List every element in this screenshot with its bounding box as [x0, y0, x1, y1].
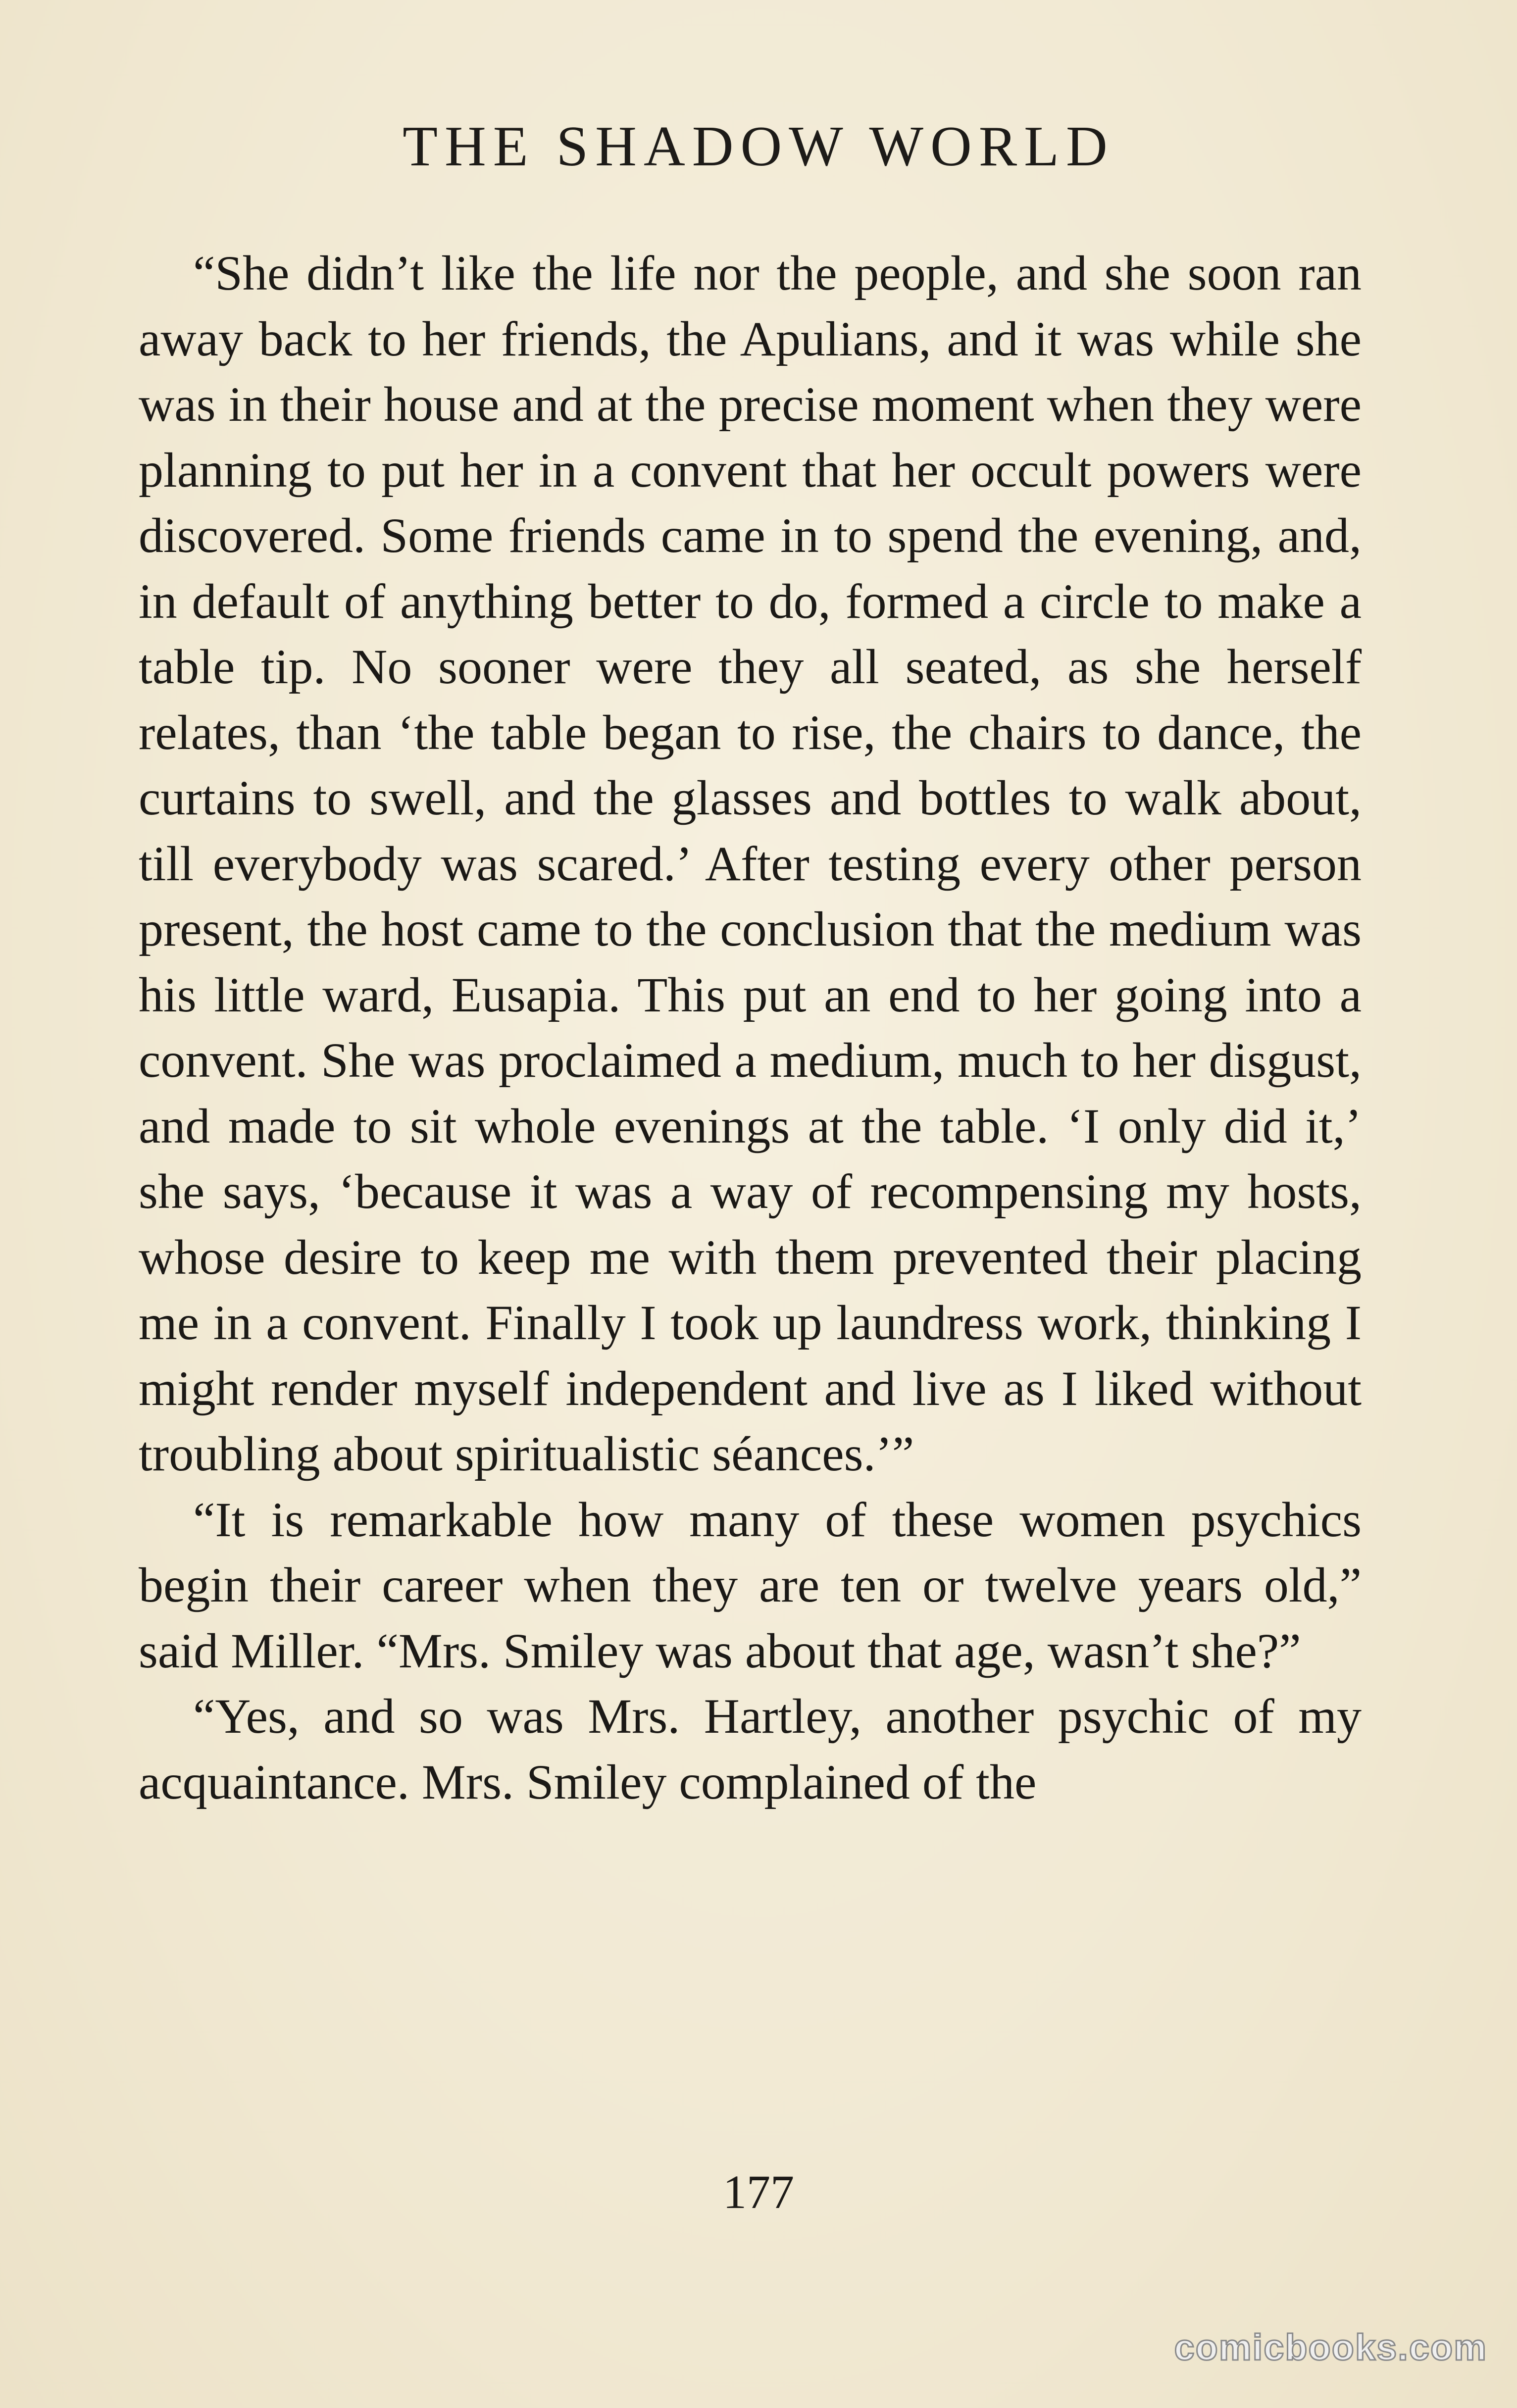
watermark: comicbooks.com: [1174, 2327, 1487, 2368]
page-number: 177: [723, 2165, 794, 2218]
paragraph-2: “It is remarkable how many of these women psychics begin their career when they are ten or twelve years old,” said Miller. “Mrs. Smiley was about that age, wasn’t she?”: [139, 1492, 1362, 1678]
page-body: [139, 241, 1362, 1815]
paragraph-1: “She didn’t like the life nor the people, and she soon ran away back to her friends, the Apulians, and it was while she was in their house and at the precise moment when they were planning to put her in a convent that her occult powers were discovered. Some friends came in to spend the evening, and, in default of anything better to do, formed a circle to make a table tip. No sooner were they all seated, as she herself relates, than ‘the table began to rise, the chairs to dance, the curtains to swell, and the glasses and bottles to walk about, till everybody was scared.’ After testing every other person present, the host came to the conclusion that the medium was his little ward, Eusapia. This put an end to her going into a convent. She was proclaimed a medium, much to her disgust, and made to sit whole evenings at the table. ‘I only did it,’ she says, ‘because it was a way of recompensing my hosts, whose desire to keep me with them prevented their placing me in a convent. Finally I took up laundress work, thinking I might render myself independent and live as I liked without troubling about spiritualistic séances.’”: [139, 246, 1362, 1481]
running-header: THE SHADOW WORLD: [403, 115, 1114, 178]
paragraph-3: “Yes, and so was Mrs. Hartley, another psychic of my acquaintance. Mrs. Smiley complained of the: [139, 1689, 1362, 1809]
